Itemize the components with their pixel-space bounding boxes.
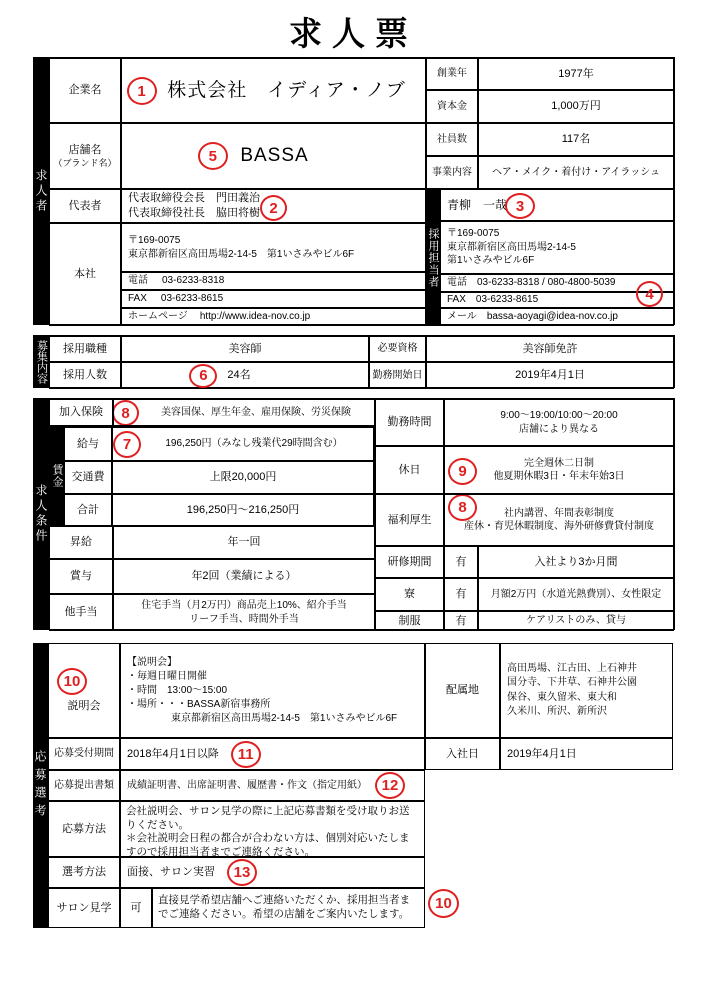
method-label: 応募方法 xyxy=(48,801,120,857)
insurance-label: 加入保険 xyxy=(49,399,113,426)
circled-number-12: 12 xyxy=(375,772,405,799)
wage-total-label: 合計 xyxy=(64,494,112,527)
capital-value: 1,000万円 xyxy=(478,90,674,123)
head-office-fax-cell: FAX 03-6233-8615 xyxy=(121,290,426,308)
uniform-value: ケアリストのみ、貸与 xyxy=(478,611,674,631)
assignment-label: 配属地 xyxy=(425,643,500,738)
company-name-value: 株式会社 イディア・ノブ xyxy=(167,79,406,101)
insurance-cell xyxy=(113,399,375,426)
capital-label: 資本金 xyxy=(426,90,478,123)
headcount-value: 24名 xyxy=(227,369,251,382)
head-office-address: 東京都新宿区高田馬場2-14-5 第1いさみやビル6F xyxy=(128,248,355,260)
circled-number-8b: 8 xyxy=(448,494,477,521)
wage-group xyxy=(49,426,375,526)
transport-label: 交通費 xyxy=(64,461,112,494)
recruiter-tel-cell: 電話 03-6233-8318 / 080-4800-5039 xyxy=(440,274,674,292)
work-hours-line1: 9:00～19:00/10:00～20:00 xyxy=(500,410,618,421)
insurance-value: 美容国保、厚生年金、雇用保険、労災保険 xyxy=(161,406,351,418)
salary-value: 196,250円（みなし残業代29時間含む） xyxy=(165,438,343,450)
other-allowance-label: 他手当 xyxy=(49,594,113,631)
circled-number-9: 9 xyxy=(448,458,477,485)
method-cell xyxy=(120,801,425,857)
seminar-line5: 東京都新宿区高田馬場2-14-5 第1いさみやビル6F xyxy=(171,712,398,724)
salon-visit-cell xyxy=(152,888,425,928)
circled-number-5: 5 xyxy=(198,142,228,170)
period-label: 応募受付期間 xyxy=(48,738,120,770)
selection-label: 選考方法 xyxy=(48,857,120,888)
uniform-flag: 有 xyxy=(444,611,478,631)
bonus-label: 賞与 xyxy=(49,559,113,594)
selection-value: 面接、サロン実習 xyxy=(127,866,215,879)
conditions-left-block xyxy=(49,399,375,629)
application-strip: 応募選考 xyxy=(33,643,48,928)
employer-strip: 求人者 xyxy=(34,58,49,324)
recruiter-postal: 〒169-0075 xyxy=(447,228,500,240)
circled-number-6: 6 xyxy=(189,364,217,388)
circled-number-11: 11 xyxy=(231,741,261,768)
head-office-tel: 03-6233-8318 xyxy=(162,275,225,287)
seminar-line3: ・時間 13:00～15:00 xyxy=(127,684,228,696)
circled-number-2: 2 xyxy=(260,195,287,221)
recruiter-fax-cell: FAX 03-6233-8615 xyxy=(440,292,674,308)
head-office-postal: 〒169-0075 xyxy=(128,235,181,246)
qualification-label: 必要資格 xyxy=(369,336,426,362)
circled-number-4: 4 xyxy=(636,281,663,307)
method-line2: ＊会社説明会日程の都合が合わない方は、個別対応いたしますので採用担当者までご連絡ください。 xyxy=(126,832,410,857)
method-line1: 会社説明会、サロン見学の際に上記応募書類を受け取りお送りください。 xyxy=(126,805,410,831)
dorm-value: 月額2万円（水道光熱費別）、女性限定 xyxy=(478,578,674,611)
salon-visit-flag: 可 xyxy=(120,888,152,928)
other-allowance-cell xyxy=(113,594,375,631)
other-allowance-line2: リーフ手当、時間外手当 xyxy=(189,613,299,625)
salary-label: 給与 xyxy=(64,427,112,461)
recruiter-address-cell xyxy=(440,221,674,274)
holiday-line2: 他夏期休暇3日・年末年始3日 xyxy=(493,471,625,482)
work-hours-line2: 店舗により異なる xyxy=(519,423,599,435)
assignment-line2: 国分寺、下井草、石神井公園 xyxy=(507,677,637,688)
recruiter-address1: 東京都新宿区高田馬場2-14-5 xyxy=(447,241,576,253)
head-office-address-cell xyxy=(121,223,426,272)
seminar-line1: 【説明会】 xyxy=(127,656,177,668)
join-date-value: 2019年4月1日 xyxy=(500,738,673,770)
circled-number-10b: 10 xyxy=(428,889,459,918)
head-office-label: 本社 xyxy=(49,223,121,326)
representative-line1: 代表取締役会長 門田義治 xyxy=(128,192,260,205)
business-label: 事業内容 xyxy=(426,156,478,189)
salary-cell xyxy=(112,427,374,461)
period-cell xyxy=(120,738,425,770)
qualification-value: 美容師免許 xyxy=(426,336,674,362)
shop-name-label: 店舗名 （ブランド名） xyxy=(49,123,121,189)
conditions-right-block xyxy=(375,399,674,629)
shop-name-value: BASSA xyxy=(240,145,309,167)
training-value: 入社より3か月間 xyxy=(478,546,674,578)
employees-label: 社員数 xyxy=(426,123,478,156)
raise-value: 年一回 xyxy=(113,526,375,559)
holiday-label: 休日 xyxy=(375,446,444,494)
holiday-cell xyxy=(444,446,674,494)
recruiter-name-cell xyxy=(440,189,674,221)
work-hours-label: 勤務時間 xyxy=(375,399,444,446)
dorm-label: 寮 xyxy=(375,578,444,611)
section-recruitment xyxy=(33,335,675,388)
selection-cell xyxy=(120,857,425,888)
assignment-line3: 保谷、東久留米、東大和 xyxy=(507,691,617,703)
training-label: 研修期間 xyxy=(375,546,444,578)
employer-left-block xyxy=(49,58,426,324)
seminar-line2: ・毎週日曜日開催 xyxy=(127,670,207,682)
start-date-label: 勤務開始日 xyxy=(369,362,426,389)
recruiter-fax: 03-6233-8615 xyxy=(475,294,539,306)
section-employer xyxy=(33,57,675,325)
other-allowance-line1: 住宅手当（月2万円）商品売上10%、紹介手当 xyxy=(141,600,347,611)
assignment-line4: 久米川、所沢、新所沢 xyxy=(507,706,607,717)
raise-label: 昇給 xyxy=(49,526,113,559)
documents-label: 応募提出書類 xyxy=(48,770,120,801)
seminar-label-cell xyxy=(48,643,120,738)
join-date-label: 入社日 xyxy=(425,738,500,770)
salon-visit-value: 直接見学希望店舗へご連絡いただくか、採用担当者までご連絡ください。希望の店舗をご案内いたします。 xyxy=(158,894,410,920)
occupation-label: 採用職種 xyxy=(49,336,121,362)
conditions-strip: 求人条件 xyxy=(34,399,49,629)
period-value: 2018年4月1日以降 xyxy=(127,747,219,760)
welfare-label: 福利厚生 xyxy=(375,494,444,546)
salon-visit-label: サロン見学 xyxy=(48,888,120,928)
assignment-cell xyxy=(500,643,673,738)
bonus-value: 年2回（業績による） xyxy=(113,559,375,594)
recruiter-name: 青柳 一哉 xyxy=(447,197,508,212)
welfare-line1: 社内講習、年間表彰制度 xyxy=(504,507,614,519)
circled-number-13: 13 xyxy=(227,859,257,886)
head-office-tel-cell: 電話 03-6233-8318 xyxy=(121,272,426,290)
recruiter-tel: 03-6233-8318 / 080-4800-5039 xyxy=(477,277,616,289)
circled-number-3: 3 xyxy=(505,193,535,219)
head-office-web-cell: ホームページ http://www.idea-nov.co.jp xyxy=(121,308,426,326)
section-application xyxy=(33,643,673,928)
employer-right-block xyxy=(426,58,674,324)
representative-cell xyxy=(121,189,426,223)
representative-line2: 代表取締役社長 脇田将樹 xyxy=(128,207,260,219)
training-flag: 有 xyxy=(444,546,478,578)
seminar-line4: ・場所・・・BASSA新宿事務所 xyxy=(127,698,271,710)
seminar-cell xyxy=(120,643,425,738)
recruiter-mail-cell: メール bassa-aoyagi@idea-nov.co.jp xyxy=(440,308,674,326)
work-hours-cell xyxy=(444,399,674,446)
page-title: 求人票 xyxy=(289,15,418,52)
representative-label: 代表者 xyxy=(49,189,121,223)
founded-value: 1977年 xyxy=(478,58,674,90)
assignment-line1: 高田馬場、江古田、上石神井 xyxy=(507,662,637,674)
welfare-line2: 産休・育児休暇制度、海外研修費貸付制度 xyxy=(464,521,654,532)
wage-strip: 賃金 xyxy=(50,427,64,525)
headcount-label: 採用人数 xyxy=(49,362,121,389)
shop-name-cell xyxy=(121,123,426,189)
transport-value: 上限20,000円 xyxy=(112,461,374,494)
dorm-flag: 有 xyxy=(444,578,478,611)
section-conditions xyxy=(33,398,675,630)
recruiter-strip: 採用担当者 xyxy=(426,189,440,326)
documents-value: 成績証明書、出席証明書、履歴書・作文（指定用紙） xyxy=(127,779,367,791)
circled-number-10a: 10 xyxy=(57,668,87,695)
recruiter-address2: 第1いさみやビル6F xyxy=(447,255,535,267)
occupation-value: 美容師 xyxy=(121,336,369,362)
seminar-label: 説明会 xyxy=(67,699,101,712)
head-office-fax: 03-6233-8615 xyxy=(160,293,224,305)
documents-cell xyxy=(120,770,425,801)
circled-number-8a: 8 xyxy=(113,400,139,426)
wage-total-value: 196,250円～216,250円 xyxy=(112,494,374,527)
recruiter-mail: bassa-aoyagi@idea-nov.co.jp xyxy=(486,311,618,323)
recruitment-strip: 募集内容 xyxy=(34,336,49,387)
circled-number-7: 7 xyxy=(113,431,141,458)
business-value: ヘア・メイク・着付け・アイラッシュ xyxy=(478,156,674,189)
company-name-cell xyxy=(121,58,426,123)
holiday-line1: 完全週休二日制 xyxy=(524,457,594,469)
uniform-label: 制服 xyxy=(375,611,444,631)
head-office-web: http://www.idea-nov.co.jp xyxy=(199,311,311,323)
shop-name-sublabel: （ブランド名） xyxy=(53,158,117,169)
company-name-label: 企業名 xyxy=(49,58,121,123)
headcount-cell xyxy=(121,362,369,389)
start-date-value: 2019年4月1日 xyxy=(426,362,674,389)
founded-label: 創業年 xyxy=(426,58,478,90)
welfare-cell xyxy=(444,494,674,546)
employees-value: 117名 xyxy=(478,123,674,156)
circled-number-1: 1 xyxy=(127,77,157,105)
